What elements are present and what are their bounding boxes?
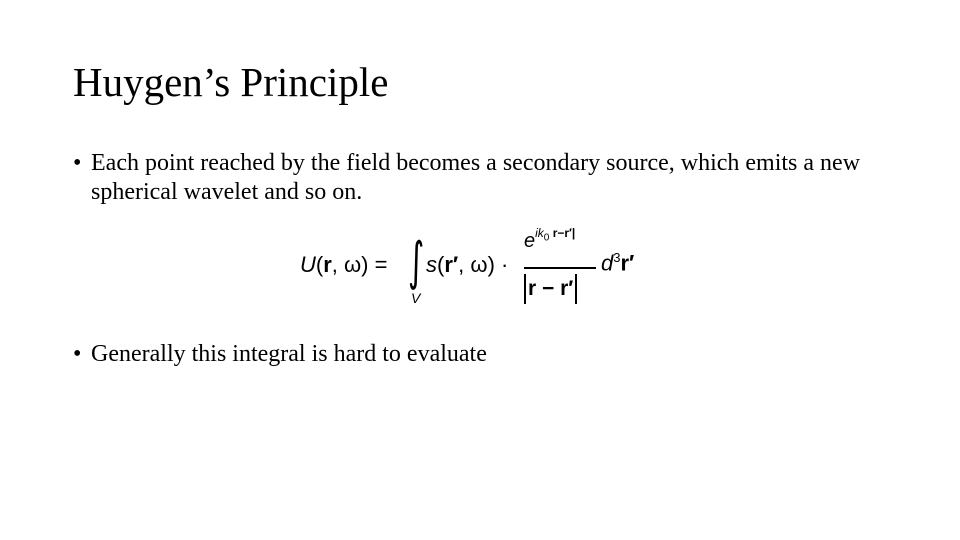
eq-symbol-r-prime: r′ xyxy=(444,252,459,277)
eq-args: , ω) = xyxy=(331,252,388,277)
fraction-denominator xyxy=(524,274,577,304)
eq-exponent: ik xyxy=(535,226,544,240)
eq-paren: ( xyxy=(315,252,324,277)
bullet-text: Each point reached by the field becomes a secondary source, which emits a new spherical wavelet and so on. xyxy=(91,150,861,205)
eq-abs-distance: r − r′ xyxy=(524,274,577,304)
equation-differential xyxy=(601,250,634,276)
bullet-text: Generally this integral is hard to evaluate xyxy=(91,341,487,367)
equation-lhs xyxy=(300,252,387,278)
eq-exponent-sub: 0 xyxy=(543,232,550,244)
bullet-item xyxy=(73,149,873,207)
eq-symbol-s: s xyxy=(426,252,437,277)
slide-title: Huygen’s Principle xyxy=(73,59,389,105)
equation-integrand xyxy=(426,252,508,278)
bullet-marker: • xyxy=(73,150,82,176)
fraction-numerator xyxy=(524,226,575,253)
equation xyxy=(298,226,658,312)
eq-power: 3 xyxy=(613,250,621,265)
eq-symbol-r-prime: r′ xyxy=(620,250,635,276)
eq-args: , ω) · xyxy=(458,252,509,277)
integral-domain: V xyxy=(411,290,421,306)
fraction-bar xyxy=(524,267,596,269)
eq-symbol-d: d xyxy=(601,250,614,276)
eq-paren: ( xyxy=(437,252,445,277)
eq-symbol-r: r xyxy=(323,252,332,277)
integral-sign: ∫ xyxy=(408,232,425,292)
bullet-marker: • xyxy=(73,341,82,367)
eq-exponent-abs: r−r′| xyxy=(552,226,576,240)
bullet-item xyxy=(73,340,873,369)
eq-symbol-e: e xyxy=(524,230,536,252)
eq-symbol-U: U xyxy=(300,252,316,277)
